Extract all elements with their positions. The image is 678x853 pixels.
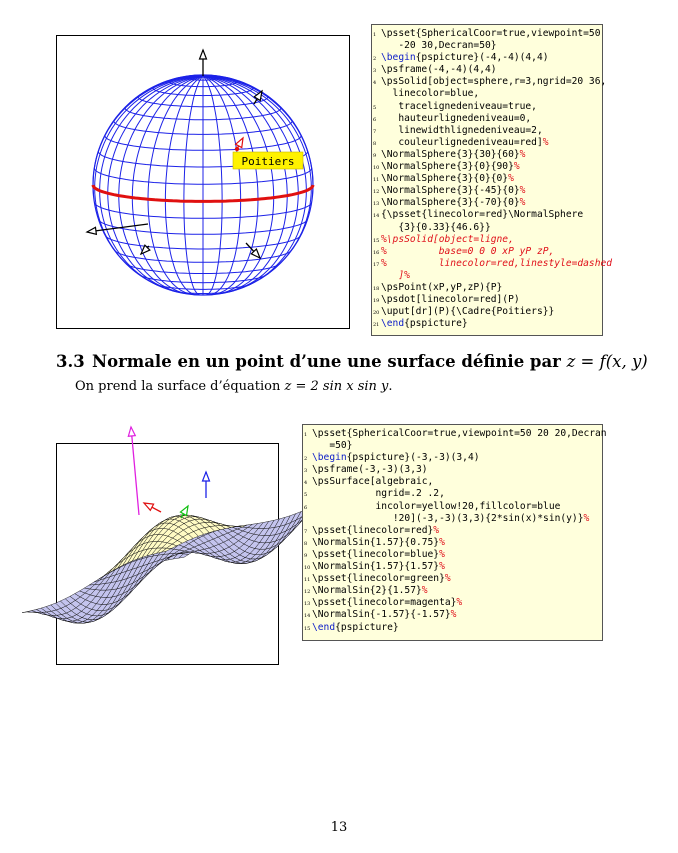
code-line xyxy=(373,306,598,318)
code-line xyxy=(304,476,598,488)
code-line xyxy=(304,536,598,549)
line-number: 3 xyxy=(304,468,308,475)
code-token: incolor=yellow!20,fillcolor=blue xyxy=(312,500,561,512)
code-token: ngrid=.2 .2, xyxy=(312,488,445,500)
normal-vector-arrowhead xyxy=(200,50,207,59)
surface-normal-vectors xyxy=(128,427,209,518)
line-number: 5 xyxy=(373,104,377,111)
code-token: {pspicture}(-3,-3)(3,4) xyxy=(346,452,480,464)
code-line xyxy=(304,548,598,561)
line-number: 14 xyxy=(304,613,311,620)
code-line xyxy=(304,464,598,476)
intro-math: z = 2 sin x sin y xyxy=(284,379,389,394)
intro-paragraph xyxy=(75,379,393,394)
code-line xyxy=(312,513,598,525)
code-token: \psframe(-4,-4)(4,4) xyxy=(381,64,497,76)
line-number: 19 xyxy=(373,298,380,305)
code-token: % xyxy=(450,609,457,621)
line-number: 14 xyxy=(373,213,380,220)
code-token: \psset{SphericalCoor=true,viewpoint=50 xyxy=(381,28,601,39)
code-line xyxy=(373,100,598,113)
page-number: 13 xyxy=(330,820,348,835)
line-number: 11 xyxy=(373,177,380,184)
code-line xyxy=(381,88,598,100)
code-line xyxy=(304,488,598,500)
code-line xyxy=(373,52,598,64)
code-line xyxy=(304,573,598,585)
code-comment: %\psSolid[object=ligne, xyxy=(381,233,514,245)
code-token: \NormalSphere{3}{-70}{0} xyxy=(381,197,520,209)
code-token: \NormalSin{1.57}{0.75} xyxy=(312,536,440,548)
code-token: \psset{SphericalCoor=true,viewpoint=50 20 20,Decran xyxy=(312,428,607,439)
code-token: % xyxy=(508,173,514,185)
code-token: linewidthlignedeniveau=2, xyxy=(381,124,543,136)
code-comment: % base=0 0 0 xP yP zP, xyxy=(381,245,555,257)
line-number: 6 xyxy=(373,116,377,123)
code-line xyxy=(373,64,598,76)
sphere-figure xyxy=(57,36,349,328)
code-line xyxy=(312,440,598,452)
code-token: \psframe(-3,-3)(3,3) xyxy=(312,464,428,476)
code-keyword: \begin xyxy=(381,52,416,64)
code-token: \psPoint(xP,yP,zP){P} xyxy=(381,281,503,293)
code-line xyxy=(381,222,598,234)
code-line xyxy=(373,197,598,209)
code-token: \psset{linecolor=red} xyxy=(312,524,434,536)
section-number: 3.3 xyxy=(56,352,85,371)
code-keyword: \begin xyxy=(312,452,347,464)
surface-mesh xyxy=(22,499,328,624)
code-token: \psset{linecolor=blue} xyxy=(312,548,440,560)
sphere-figure-frame xyxy=(56,35,350,329)
line-number: 10 xyxy=(373,165,380,172)
code-line xyxy=(304,621,598,634)
code-token: \NormalSphere{3}{30}{60} xyxy=(381,148,520,160)
sphere-code-listing xyxy=(371,24,613,336)
line-number: 4 xyxy=(373,80,377,87)
line-number: 7 xyxy=(373,128,377,135)
code-line xyxy=(373,281,598,294)
code-token: % xyxy=(444,573,451,585)
code-token: \NormalSin{1.57}{1.57} xyxy=(312,561,440,573)
code-token: {pspicture}(-4,-4)(4,4) xyxy=(415,52,549,64)
code-line xyxy=(373,294,598,306)
code-token: % xyxy=(456,597,463,609)
code-line xyxy=(373,76,607,88)
code-token: {\psset{linecolor=red}\NormalSphere xyxy=(381,209,584,221)
code-line xyxy=(373,209,598,221)
code-line xyxy=(304,585,598,597)
line-number: 18 xyxy=(373,285,380,292)
line-number: 13 xyxy=(373,201,380,208)
code-line xyxy=(373,136,598,149)
surface-normal-arrowhead xyxy=(128,427,135,436)
code-token: % xyxy=(439,561,445,573)
section-title: Normale en un point d’une une surface définie par xyxy=(92,352,567,371)
code-token: % xyxy=(439,548,445,560)
code-line xyxy=(381,270,598,282)
code-token: \psdot[linecolor=red](P) xyxy=(381,294,520,306)
line-number: 5 xyxy=(304,492,308,499)
line-number: 2 xyxy=(373,56,377,63)
line-number: 4 xyxy=(304,480,308,487)
code-line xyxy=(373,161,598,173)
code-line xyxy=(373,245,598,258)
code-token: \NormalSin{-1.57}{-1.57} xyxy=(312,609,451,621)
code-token: -20 30,Decran=50} xyxy=(381,40,497,52)
code-token: \NormalSphere{3}{0}{90} xyxy=(381,161,514,173)
code-line xyxy=(304,524,598,537)
code-comment: ]% xyxy=(381,269,410,281)
code-token: !20](-3,-3)(3,3){2*sin(x)*sin(y)} xyxy=(312,512,584,524)
code-token: linecolor=blue, xyxy=(381,88,480,100)
code-token: % xyxy=(519,197,526,209)
code-token: % xyxy=(513,161,520,173)
sphere-meridian xyxy=(126,76,203,106)
section-title-math: z = f(x, y) xyxy=(566,352,648,371)
code-token: \psset{linecolor=magenta} xyxy=(312,597,457,609)
code-line xyxy=(304,500,598,513)
code-token: hauteurlignedeniveau=0, xyxy=(381,112,532,124)
code-line xyxy=(304,428,607,440)
code-token: % xyxy=(433,524,440,536)
code-line xyxy=(373,185,598,197)
line-number: 10 xyxy=(304,565,311,572)
code-line xyxy=(373,28,601,40)
line-number: 1 xyxy=(373,32,377,38)
intro-text-end: . xyxy=(388,379,393,394)
code-line xyxy=(373,318,598,330)
code-token: {pspicture} xyxy=(335,621,399,633)
code-line xyxy=(373,148,598,161)
code-token: \psSolid[object=sphere,r=3,ngrid=20 36, xyxy=(381,76,607,88)
code-token: {pspicture} xyxy=(404,318,468,330)
point-p-dot xyxy=(235,147,239,151)
surface-figure xyxy=(10,415,330,675)
line-number: 1 xyxy=(304,432,308,438)
line-number: 15 xyxy=(304,625,311,632)
code-token: \uput[dr](P){\Cadre{Poitiers}} xyxy=(381,306,555,318)
code-line xyxy=(304,597,598,609)
code-token: {3}{0.33}{46.6}} xyxy=(381,221,491,233)
code-keyword: \end xyxy=(381,318,405,330)
line-number: 16 xyxy=(373,249,380,256)
line-number: 3 xyxy=(373,68,377,75)
line-number: 15 xyxy=(373,237,380,244)
surface-normal-arrowhead xyxy=(203,472,210,481)
code-line xyxy=(373,173,598,185)
line-number: 2 xyxy=(304,456,308,463)
normal-vector-arrowhead xyxy=(87,227,96,234)
poitiers-label: Poitiers xyxy=(241,155,295,168)
code-line xyxy=(373,233,598,246)
code-token: % xyxy=(439,536,445,548)
surface-normal-arrowhead xyxy=(144,503,154,510)
code-token: =50} xyxy=(312,440,353,452)
surface-normal-line xyxy=(131,427,139,515)
normal-vector-arrowhead xyxy=(236,138,243,148)
code-token: % xyxy=(542,136,549,148)
intro-text: On prend la surface d’équation xyxy=(75,379,285,394)
code-token: \NormalSphere{3}{-45}{0} xyxy=(381,185,520,197)
code-line xyxy=(304,561,598,573)
code-token: tracelignedeniveau=true, xyxy=(381,100,537,112)
line-number: 21 xyxy=(373,322,380,329)
line-number: 9 xyxy=(373,152,377,159)
code-line xyxy=(304,452,598,464)
line-number: 9 xyxy=(304,552,308,559)
line-number: 8 xyxy=(373,140,377,147)
code-line xyxy=(373,112,598,125)
code-comment: % linecolor=red,linestyle=dashed xyxy=(381,257,613,269)
surface-code-listing xyxy=(302,424,607,641)
line-number: 20 xyxy=(373,310,380,317)
code-token: % xyxy=(519,185,526,197)
code-token: % xyxy=(519,148,526,160)
sphere-mesh xyxy=(93,75,313,295)
sphere-meridian xyxy=(203,76,280,106)
line-number: 8 xyxy=(304,540,308,547)
code-token: % xyxy=(583,512,590,524)
code-token: \NormalSphere{3}{0}{0} xyxy=(381,173,509,185)
line-number: 13 xyxy=(304,601,311,608)
surface-normal-arrowhead xyxy=(180,506,188,516)
code-token: \psSurface[algebraic, xyxy=(312,476,434,488)
line-number: 6 xyxy=(304,504,308,511)
code-token: % xyxy=(421,585,428,597)
code-line xyxy=(373,257,613,270)
code-line xyxy=(304,609,598,621)
code-token: couleurlignedeniveau=red] xyxy=(381,136,543,148)
line-number: 7 xyxy=(304,528,308,535)
line-number: 11 xyxy=(304,577,311,584)
code-line xyxy=(373,124,598,137)
section-heading xyxy=(56,352,648,371)
line-number: 12 xyxy=(373,189,380,196)
line-number: 12 xyxy=(304,589,311,596)
code-token: \psset{linecolor=green} xyxy=(312,573,445,585)
code-keyword: \end xyxy=(312,621,336,633)
code-token: \NormalSin{2}{1.57} xyxy=(312,585,422,597)
line-number: 17 xyxy=(373,261,380,268)
code-line xyxy=(381,40,598,52)
